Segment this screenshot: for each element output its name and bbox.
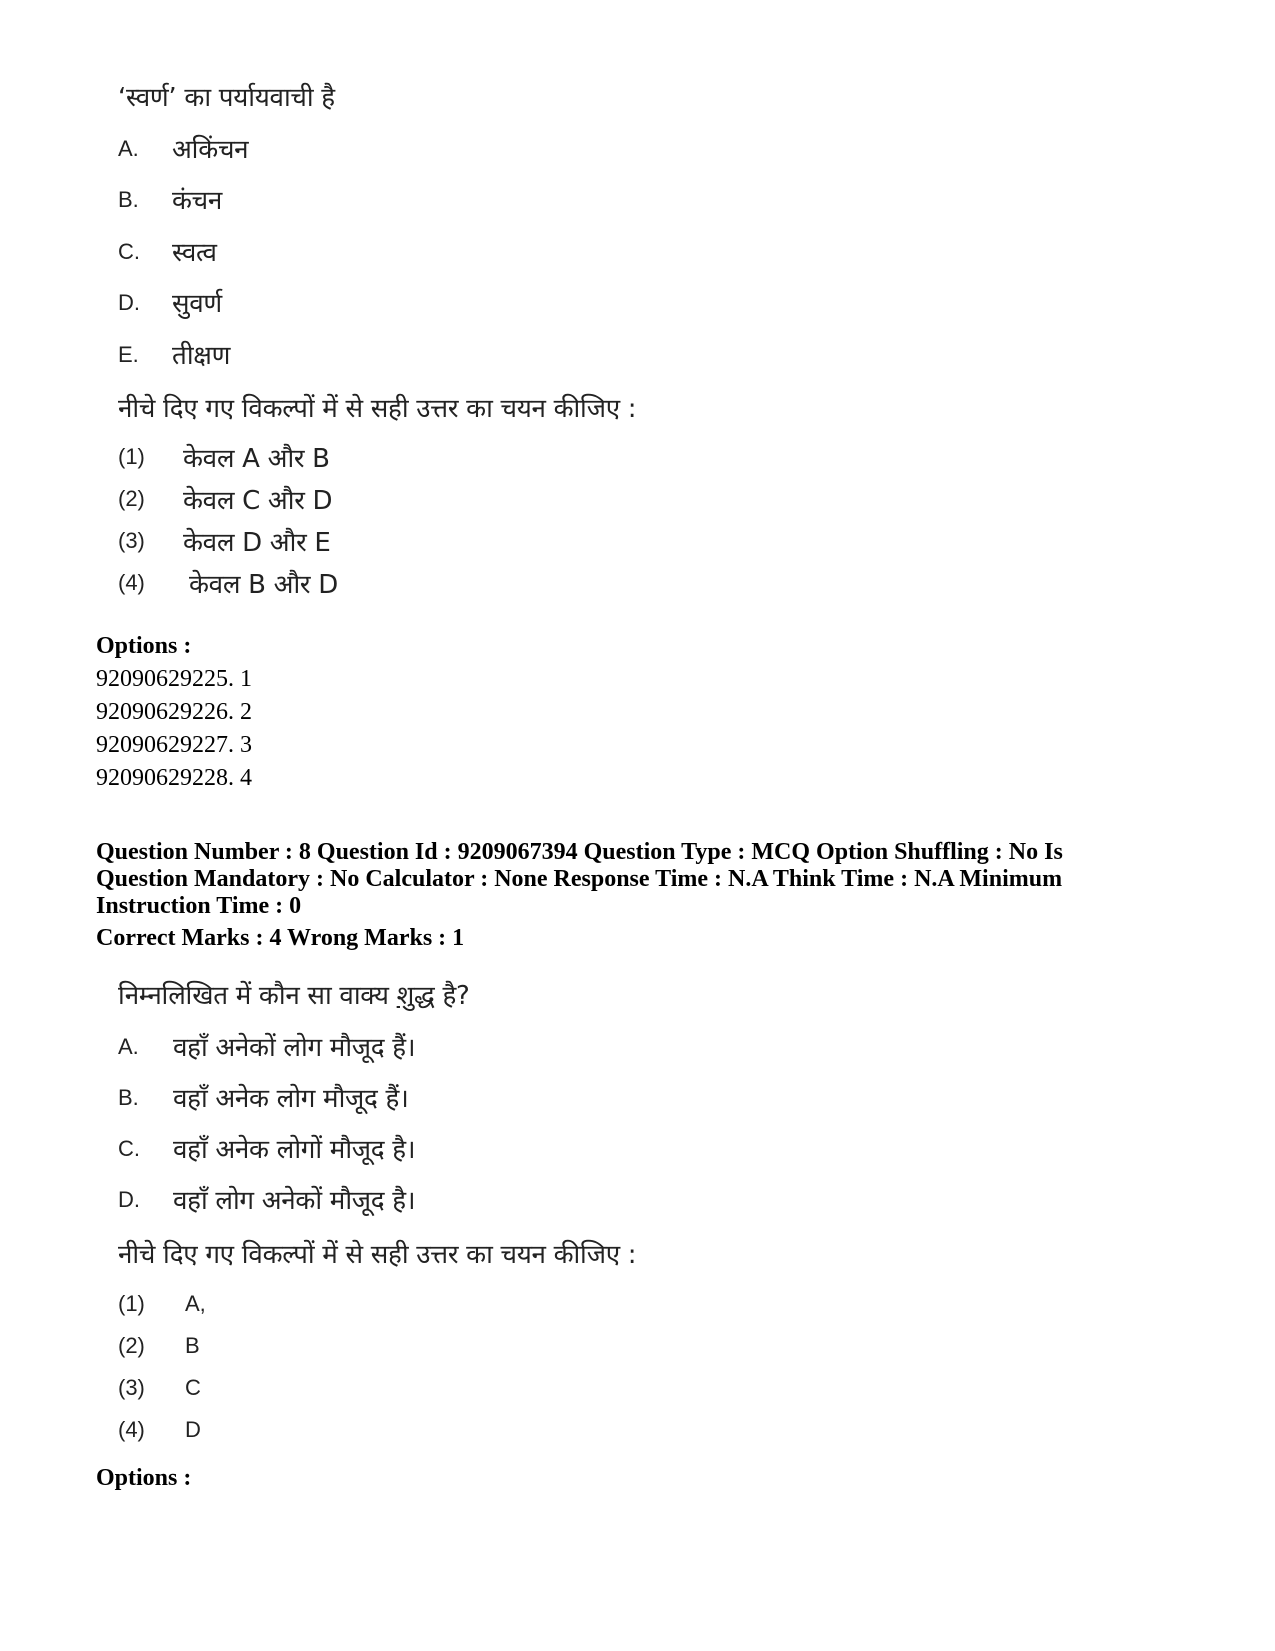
q8-stem-after: है? bbox=[434, 981, 470, 1011]
q8-meta-line-1: Question Number : 8 Question Id : 9209067394 Question Type : MCQ Option Shuffling : No Is bbox=[96, 839, 1063, 865]
q8-choice-text-3: C bbox=[185, 1375, 201, 1400]
q8-stem-before: निम्नलिखित में कौन सा वाक्य bbox=[118, 981, 397, 1011]
q8-item-label-a: A. bbox=[118, 1034, 139, 1059]
q8-choice-label-1: (1) bbox=[118, 1291, 145, 1316]
q8-meta-line-3: Instruction Time : 0 bbox=[96, 893, 302, 919]
q7-choice-label-4: (4) bbox=[118, 570, 145, 595]
q7-choice-text-3: केवल D और E bbox=[183, 528, 331, 558]
q7-item-label-e: E. bbox=[118, 342, 139, 367]
q8-item-text-c: वहाँ अनेक लोगों मौजूद है। bbox=[173, 1135, 416, 1165]
q8-item-text-b: वहाँ अनेक लोग मौजूद हैं। bbox=[173, 1084, 409, 1114]
q7-option-1: 92090629225. 1 bbox=[96, 666, 252, 692]
q8-question-stem bbox=[118, 976, 469, 1012]
q8-instruction: नीचे दिए गए विकल्पों में से सही उत्तर का चयन कीजिए : bbox=[118, 1240, 637, 1270]
q7-item-text-d: सुवर्ण bbox=[172, 289, 222, 319]
q7-item-label-c: C. bbox=[118, 239, 140, 264]
q8-item-label-d: D. bbox=[118, 1187, 140, 1212]
q7-item-label-b: B. bbox=[118, 187, 139, 212]
q8-stem-underlined: शुद्ध bbox=[396, 981, 435, 1011]
q7-item-label-a: A. bbox=[118, 136, 139, 161]
q7-option-3: 92090629227. 3 bbox=[96, 732, 252, 758]
q7-item-text-b: कंचन bbox=[172, 186, 223, 216]
q7-choice-label-3: (3) bbox=[118, 528, 145, 553]
q8-choice-label-4: (4) bbox=[118, 1417, 145, 1442]
q8-item-label-c: C. bbox=[118, 1136, 140, 1161]
q7-instruction: नीचे दिए गए विकल्पों में से सही उत्तर का चयन कीजिए : bbox=[118, 394, 637, 424]
q7-item-text-c: स्वत्व bbox=[172, 238, 217, 268]
q7-option-2: 92090629226. 2 bbox=[96, 699, 252, 725]
q8-item-text-a: वहाँ अनेकों लोग मौजूद हैं। bbox=[173, 1033, 416, 1063]
q8-meta-line-2: Question Mandatory : No Calculator : None Response Time : N.A Think Time : N.A Minimum bbox=[96, 866, 1063, 892]
q8-choice-text-2: B bbox=[185, 1333, 200, 1358]
q7-choice-text-2: केवल C और D bbox=[183, 486, 333, 516]
q7-choice-text-4: केवल B और D bbox=[189, 570, 338, 600]
q7-options-heading: Options : bbox=[96, 633, 192, 659]
q8-item-text-d: वहाँ लोग अनेकों मौजूद है। bbox=[173, 1186, 416, 1216]
q8-item-label-b: B. bbox=[118, 1085, 139, 1110]
q8-options-heading: Options : bbox=[96, 1465, 192, 1491]
q7-item-text-a: अकिंचन bbox=[172, 135, 249, 165]
q8-choice-text-4: D bbox=[185, 1417, 201, 1442]
q7-choice-label-2: (2) bbox=[118, 486, 145, 511]
q8-choice-text-1: A, bbox=[185, 1291, 206, 1316]
q7-choice-text-1: केवल A और B bbox=[183, 444, 330, 474]
q8-choice-label-2: (2) bbox=[118, 1333, 145, 1358]
q7-item-text-e: तीक्षण bbox=[172, 341, 231, 371]
q7-option-4: 92090629228. 4 bbox=[96, 765, 252, 791]
q7-question-stem: ‘स्वर्ण’ का पर्यायवाची है bbox=[118, 83, 335, 113]
q7-item-label-d: D. bbox=[118, 290, 140, 315]
q8-choice-label-3: (3) bbox=[118, 1375, 145, 1400]
q7-choice-label-1: (1) bbox=[118, 444, 145, 469]
q8-marks: Correct Marks : 4 Wrong Marks : 1 bbox=[96, 925, 465, 951]
